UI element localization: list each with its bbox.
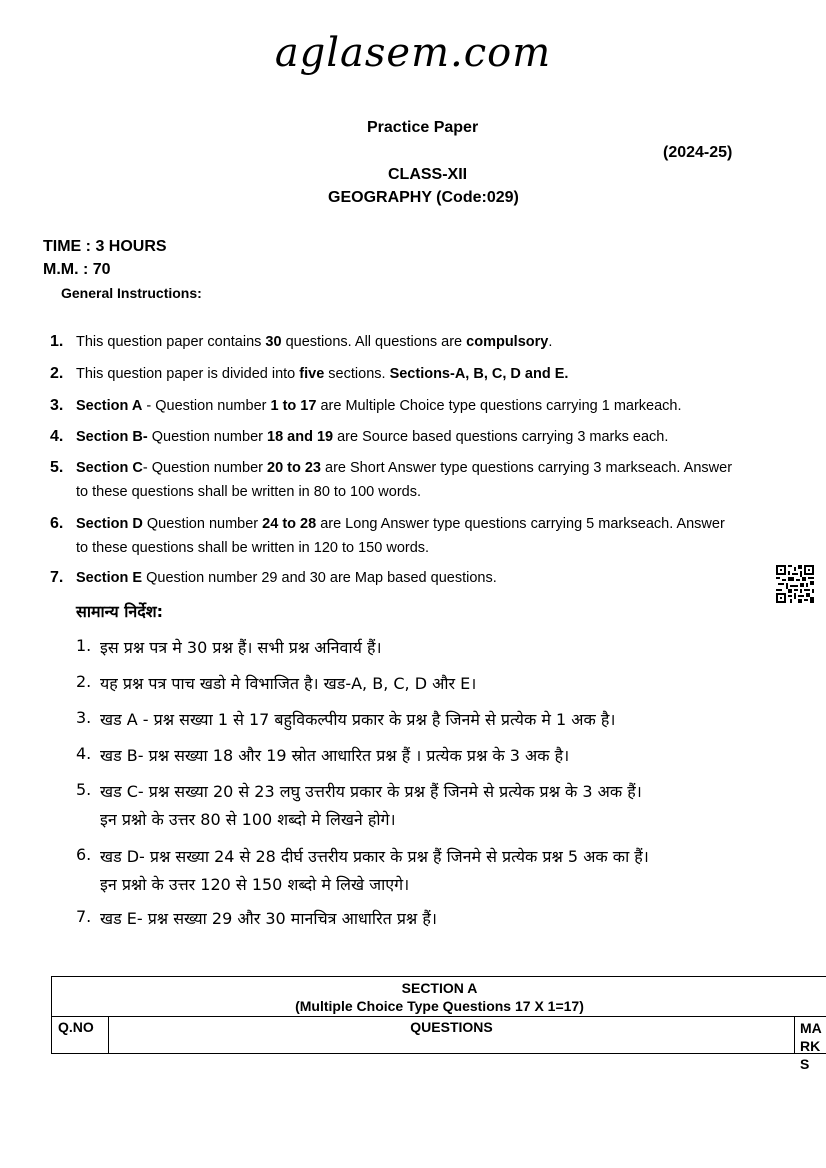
general-instructions-heading: General Instructions:: [61, 285, 202, 301]
questions-header: QUESTIONS: [109, 1017, 795, 1053]
subject-label: GEOGRAPHY (Code:029): [328, 189, 519, 206]
paper-type: Practice Paper: [367, 119, 479, 136]
time-label: TIME : 3 HOURS: [43, 238, 167, 255]
class-label: CLASS-XII: [388, 166, 468, 183]
paper-year: (2024-25): [663, 144, 733, 161]
section-a-table: [51, 976, 826, 1072]
qno-header: Q.NO: [52, 1017, 109, 1053]
table-header-row: [52, 1017, 826, 1072]
hindi-instructions-heading: सामान्य निर्देश:: [76, 602, 164, 621]
marks-label: M.M. : 70: [43, 261, 111, 278]
site-logo: aglasem.com: [274, 30, 552, 76]
marks-header: MARKS: [800, 1020, 822, 1072]
qr-code-icon: [776, 565, 814, 603]
section-a-heading: SECTION A (Multiple Choice Type Questions 17 X 1=17): [52, 977, 826, 1017]
